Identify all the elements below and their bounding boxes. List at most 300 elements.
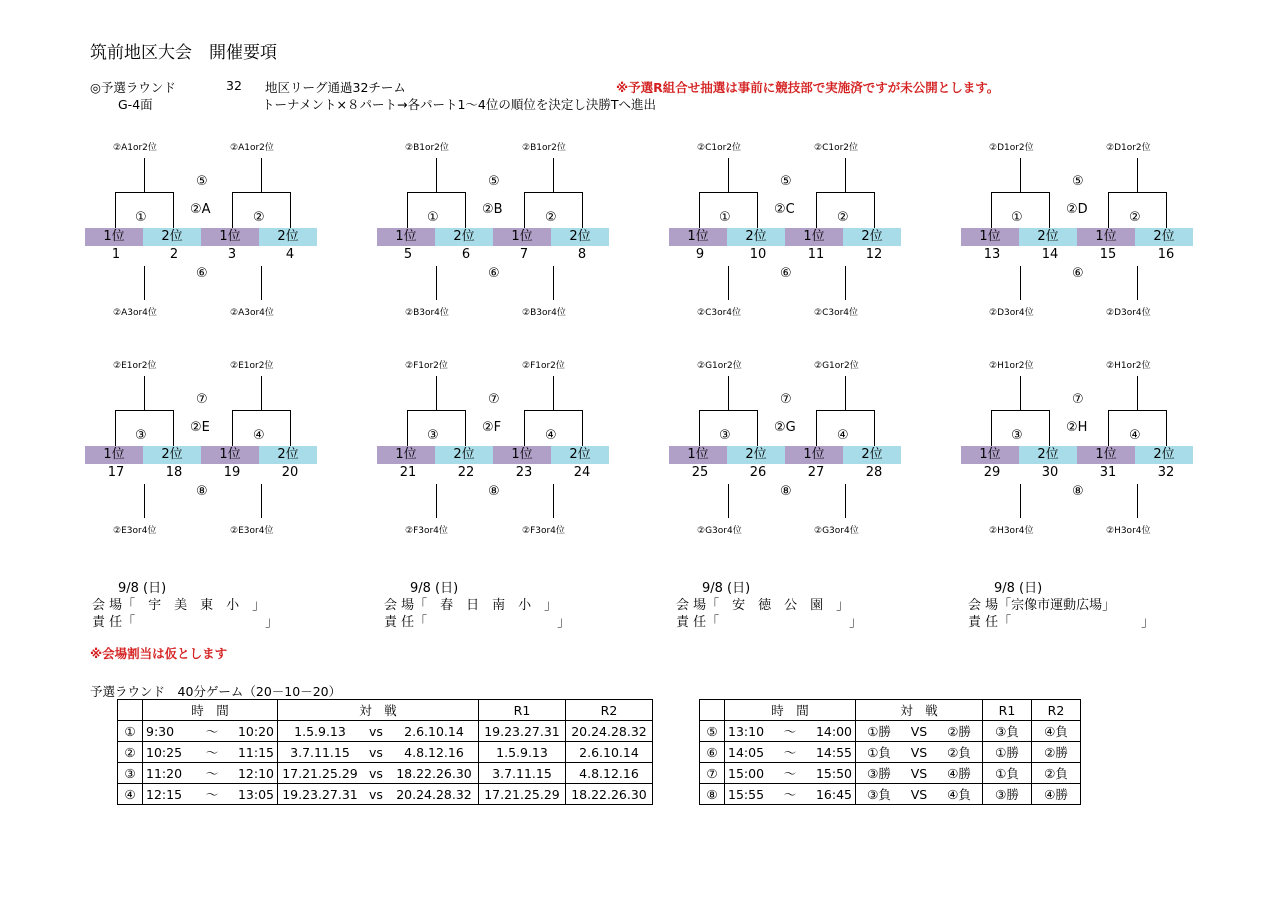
game-number-bottom: ⑧ [488,484,500,499]
group-label: ②H [1066,420,1088,435]
rank-cell: 1位 [961,228,1019,246]
venue-responsible: 責 任「 」 [968,615,1155,630]
team-number: 27 [807,465,825,480]
bracket-line [1166,410,1167,446]
seed-label-bottom: ②H3or4位 [989,526,1034,536]
referee-1: 17.21.25.29 [479,784,566,805]
rank-cell: 1位 [493,446,551,464]
referee-1: 19.23.27.31 [479,721,566,742]
game-number-top: ⑦ [1072,392,1084,407]
bracket-line [874,192,875,228]
team-number: 10 [749,247,767,262]
game-number-bottom: ⑥ [488,266,500,281]
bracket-line [261,158,262,192]
bracket-line [757,192,758,228]
start-time: 9:30 [143,721,200,742]
seed-label-top: ②B1or2位 [522,143,566,153]
rank-cell: 1位 [785,228,843,246]
bracket-line [290,410,291,446]
team-number: 4 [285,247,295,262]
team-b: 4.8.12.16 [390,742,479,763]
bracket-line [407,192,466,193]
bracket-line [699,192,700,228]
bracket-line [115,192,116,228]
rank-cell: 1位 [201,446,259,464]
rank-strip [669,446,901,464]
team-b: ②負 [936,742,983,763]
start-time: 14:05 [725,742,778,763]
seed-label-top: ②H1or2位 [1106,361,1151,371]
rank-cell: 2位 [1135,228,1193,246]
team-a: ③負 [856,784,903,805]
group-label: ②G [774,420,796,435]
rank-strip [85,228,317,246]
bracket-line [816,410,875,411]
seed-label-bottom: ②A3or4位 [113,308,157,318]
seed-label-bottom: ②B3or4位 [405,308,449,318]
seed-label-bottom: ②F3or4位 [522,526,565,536]
bracket-line [407,192,408,228]
team-number: 25 [691,465,709,480]
bracket-line [115,410,174,411]
league-text: 地区リーグ通過32チーム [265,80,406,95]
start-time: 10:25 [143,742,200,763]
game-number-left: ③ [719,428,731,443]
bracket-line [261,376,262,410]
rank-cell: 2位 [1019,446,1077,464]
referee-1: ①勝 [983,742,1032,763]
end-time: 13:05 [225,784,278,805]
draw-notice: ※予選R組合せ抽選は事前に競技部で実施済ですが未公開とします。 [616,80,1000,95]
team-number: 14 [1041,247,1059,262]
bracket-line [436,376,437,410]
bracket-line [436,484,437,518]
game-number-left: ① [1011,210,1023,225]
bracket-line [144,484,145,518]
team-number: 5 [403,247,413,262]
rank-cell: 1位 [785,446,843,464]
group-label: ②B [482,202,503,217]
team-b: ④負 [936,784,983,805]
venue-name: 会 場「 宇 美 東 小 」 [92,598,266,613]
versus: VS [902,784,936,805]
seed-label-bottom: ②E3or4位 [230,526,274,536]
bracket-line [524,192,525,228]
referee-2: 4.8.12.16 [566,763,653,784]
game-number-left: ① [135,210,147,225]
venue-name: 会 場「 安 徳 公 園 」 [676,598,850,613]
bracket-line [465,192,466,228]
bracket-line [728,376,729,410]
bracket-line [1020,376,1021,410]
bracket-line [1137,158,1138,192]
game-number: ③ [118,763,143,784]
r2-header: R2 [1032,700,1081,721]
bracket-block [961,140,1191,320]
team-number: 2 [169,247,179,262]
rank-cell: 2位 [727,446,785,464]
schedule-row [118,742,653,763]
team-number: 20 [281,465,299,480]
venue-responsible: 責 任「 」 [92,615,279,630]
game-number: ④ [118,784,143,805]
game-number-bottom: ⑧ [780,484,792,499]
game-number-right: ④ [1129,428,1141,443]
team-a: 17.21.25.29 [278,763,363,784]
end-time: 12:10 [225,763,278,784]
seed-label-top: ②A1or2位 [113,143,157,153]
team-number: 6 [461,247,471,262]
seed-label-bottom: ②G3or4位 [814,526,859,536]
team-a: ①勝 [856,721,903,742]
rank-cell: 2位 [551,446,609,464]
team-number: 1 [111,247,121,262]
seed-label-top: ②E1or2位 [113,361,157,371]
bracket-block [85,140,315,320]
bracket-line [991,192,1050,193]
bracket-line [232,410,233,446]
seed-label-top: ②C1or2位 [814,143,859,153]
bracket-line [845,158,846,192]
bracket-line [1020,484,1021,518]
seed-label-bottom: ②C3or4位 [697,308,742,318]
bracket-line [1166,192,1167,228]
bracket-line [553,158,554,192]
start-time: 12:15 [143,784,200,805]
game-number: ⑧ [700,784,725,805]
bracket-block [669,140,899,320]
court-info: G-4面 [118,97,153,112]
team-number: 11 [807,247,825,262]
versus: vs [362,742,390,763]
match-header: 対 戦 [856,700,983,721]
schedule-row [700,742,1081,763]
bracket-line [1108,410,1109,446]
bracket-line [261,266,262,300]
referee-2: 18.22.26.30 [566,784,653,805]
bracket-line [991,192,992,228]
r2-header: R2 [566,700,653,721]
rank-strip [961,228,1193,246]
game-number: ① [118,721,143,742]
time-separator: ～ [199,763,225,784]
bracket-line [524,410,525,446]
bracket-line [728,484,729,518]
team-number: 18 [165,465,183,480]
bracket-line [816,192,817,228]
seed-label-top: ②G1or2位 [814,361,859,371]
group-label: ②F [482,420,502,435]
bracket-line [874,410,875,446]
team-number: 24 [573,465,591,480]
team-number: 28 [865,465,883,480]
bracket-line [407,410,408,446]
seed-label-top: ②F1or2位 [405,361,448,371]
bracket-line [173,192,174,228]
rank-cell: 2位 [259,446,317,464]
rank-cell: 2位 [1135,446,1193,464]
referee-2: ④負 [1032,721,1081,742]
seed-label-bottom: ②C3or4位 [814,308,859,318]
time-separator: ～ [777,763,803,784]
seed-label-bottom: ②E3or4位 [113,526,157,536]
referee-1: ①負 [983,763,1032,784]
rank-cell: 2位 [435,228,493,246]
team-number: 22 [457,465,475,480]
bracket-line [757,410,758,446]
seed-label-top: ②C1or2位 [697,143,742,153]
bracket-line [553,376,554,410]
versus: VS [902,763,936,784]
time-separator: ～ [777,742,803,763]
rank-cell: 1位 [493,228,551,246]
bracket-line [407,410,466,411]
rank-cell: 2位 [435,446,493,464]
bracket-line [144,266,145,300]
team-number: 21 [399,465,417,480]
team-a: 3.7.11.15 [278,742,363,763]
rank-cell: 1位 [377,446,435,464]
game-number-right: ④ [837,428,849,443]
round-label: ◎予選ラウンド [90,80,176,95]
team-a: ①負 [856,742,903,763]
team-b: 2.6.10.14 [390,721,479,742]
team-number: 12 [865,247,883,262]
game-number: ⑤ [700,721,725,742]
rank-cell: 1位 [85,228,143,246]
start-time: 15:00 [725,763,778,784]
versus: vs [362,721,390,742]
schedule-row [700,784,1081,805]
bracket-line [816,192,875,193]
bracket-line [845,376,846,410]
game-number-left: ③ [135,428,147,443]
game-number-right: ④ [253,428,265,443]
game-number-bottom: ⑥ [780,266,792,281]
time-separator: ～ [199,742,225,763]
seed-label-bottom: ②D3or4位 [989,308,1034,318]
start-time: 13:10 [725,721,778,742]
rank-strip [377,228,609,246]
seed-label-top: ②G1or2位 [697,361,742,371]
team-a: 19.23.27.31 [278,784,363,805]
bracket-block [377,140,607,320]
venue-date: 9/8 (日) [118,581,167,596]
bracket-line [1020,158,1021,192]
team-b: 20.24.28.32 [390,784,479,805]
bracket-line [582,192,583,228]
bracket-line [290,192,291,228]
bracket-line [1049,192,1050,228]
venue-name: 会 場「 春 日 南 小 」 [384,598,558,613]
venue-responsible: 責 任「 」 [676,615,863,630]
bracket-line [1137,376,1138,410]
seed-label-bottom: ②G3or4位 [697,526,742,536]
bracket-line [524,192,583,193]
game-number-bottom: ⑥ [1072,266,1084,281]
seed-label-bottom: ②B3or4位 [522,308,566,318]
end-time: 15:50 [803,763,856,784]
end-time: 14:55 [803,742,856,763]
rank-strip [961,446,1193,464]
schedule-table-right [699,699,1081,805]
seed-label-bottom: ②F3or4位 [405,526,448,536]
bracket-line [436,158,437,192]
match-header: 対 戦 [278,700,479,721]
group-label: ②D [1066,202,1088,217]
seed-label-top: ②E1or2位 [230,361,274,371]
bracket-line [232,192,233,228]
team-a: ③勝 [856,763,903,784]
schedule-row [700,721,1081,742]
start-time: 15:55 [725,784,778,805]
seed-label-bottom: ②H3or4位 [1106,526,1151,536]
rank-cell: 1位 [669,228,727,246]
game-number-top: ⑦ [780,392,792,407]
rank-cell: 2位 [143,228,201,246]
game-number-left: ③ [1011,428,1023,443]
seed-label-bottom: ②A3or4位 [230,308,274,318]
venue-date: 9/8 (日) [702,581,751,596]
versus: VS [902,721,936,742]
bracket-line [1137,266,1138,300]
versus: VS [902,742,936,763]
team-number: 9 [695,247,705,262]
rank-cell: 2位 [843,228,901,246]
rank-strip [669,228,901,246]
time-separator: ～ [777,721,803,742]
schedule-row [118,721,653,742]
bracket-line [1137,484,1138,518]
rank-cell: 2位 [143,446,201,464]
game-number: ⑥ [700,742,725,763]
referee-2: ②負 [1032,763,1081,784]
page-title: 筑前地区大会 開催要項 [90,43,277,63]
seed-label-top: ②A1or2位 [230,143,274,153]
bracket-line [261,484,262,518]
venue-note: ※会場割当は仮とします [90,646,228,661]
game-number-top: ⑤ [196,174,208,189]
team-number: 26 [749,465,767,480]
rank-cell: 1位 [85,446,143,464]
seed-label-top: ②D1or2位 [1106,143,1151,153]
bracket-line [553,484,554,518]
bracket-line [991,410,992,446]
team-number: 29 [983,465,1001,480]
rank-cell: 1位 [201,228,259,246]
rank-strip [85,446,317,464]
bracket-line [728,266,729,300]
bracket-line [436,266,437,300]
bracket-line [144,376,145,410]
game-number-top: ⑦ [196,392,208,407]
team-b: ②勝 [936,721,983,742]
game-number: ⑦ [700,763,725,784]
game-number-right: ④ [545,428,557,443]
group-label: ②E [190,420,210,435]
rank-cell: 1位 [1077,446,1135,464]
rank-cell: 2位 [551,228,609,246]
bracket-line [728,158,729,192]
referee-2: ④勝 [1032,784,1081,805]
team-number: 19 [223,465,241,480]
bracket-line [582,410,583,446]
team-number: 23 [515,465,533,480]
bracket-line [232,192,291,193]
referee-1: 1.5.9.13 [479,742,566,763]
game-number-top: ⑤ [1072,174,1084,189]
schedule-row [700,763,1081,784]
bracket-block [961,358,1191,538]
team-number: 31 [1099,465,1117,480]
time-separator: ～ [199,784,225,805]
referee-2: 2.6.10.14 [566,742,653,763]
rank-cell: 2位 [727,228,785,246]
versus: vs [362,763,390,784]
bracket-line [699,410,700,446]
referee-2: ②勝 [1032,742,1081,763]
group-label: ②A [190,202,211,217]
venue-responsible: 責 任「 」 [384,615,571,630]
bracket-line [1108,192,1167,193]
time-separator: ～ [199,721,225,742]
game-number-left: ① [719,210,731,225]
bracket-line [845,266,846,300]
rank-cell: 2位 [1019,228,1077,246]
referee-1: 3.7.11.15 [479,763,566,784]
time-header: 時 間 [143,700,278,721]
bracket-line [816,410,817,446]
bracket-line [991,410,1050,411]
referee-1: ③負 [983,721,1032,742]
schedule-row [118,763,653,784]
team-count: 32 [226,78,242,93]
bracket-line [115,410,116,446]
seed-label-top: ②D1or2位 [989,143,1034,153]
team-number: 8 [577,247,587,262]
team-number: 3 [227,247,237,262]
tournament-text: トーナメント×８パート→各パート1～4位の順位を決定し決勝Tへ進出 [262,97,656,112]
referee-2: 20.24.28.32 [566,721,653,742]
game-number-top: ⑤ [780,174,792,189]
game-number-left: ① [427,210,439,225]
end-time: 10:20 [225,721,278,742]
bracket-line [144,158,145,192]
time-header: 時 間 [725,700,856,721]
team-number: 7 [519,247,529,262]
seed-label-top: ②B1or2位 [405,143,449,153]
seed-label-top: ②H1or2位 [989,361,1034,371]
seed-label-bottom: ②D3or4位 [1106,308,1151,318]
team-number: 17 [107,465,125,480]
rank-cell: 2位 [259,228,317,246]
game-number-right: ② [1129,210,1141,225]
rank-cell: 2位 [843,446,901,464]
schedule-table-left [117,699,653,805]
game-number-bottom: ⑥ [196,266,208,281]
team-number: 15 [1099,247,1117,262]
bracket-line [1020,266,1021,300]
venue-name: 会 場「宗像市運動広場」 [968,598,1116,613]
bracket-line [173,410,174,446]
rank-cell: 1位 [669,446,727,464]
rank-strip [377,446,609,464]
rank-cell: 1位 [377,228,435,246]
game-number-top: ⑤ [488,174,500,189]
referee-1: ③勝 [983,784,1032,805]
game-number: ② [118,742,143,763]
group-label: ②C [774,202,795,217]
